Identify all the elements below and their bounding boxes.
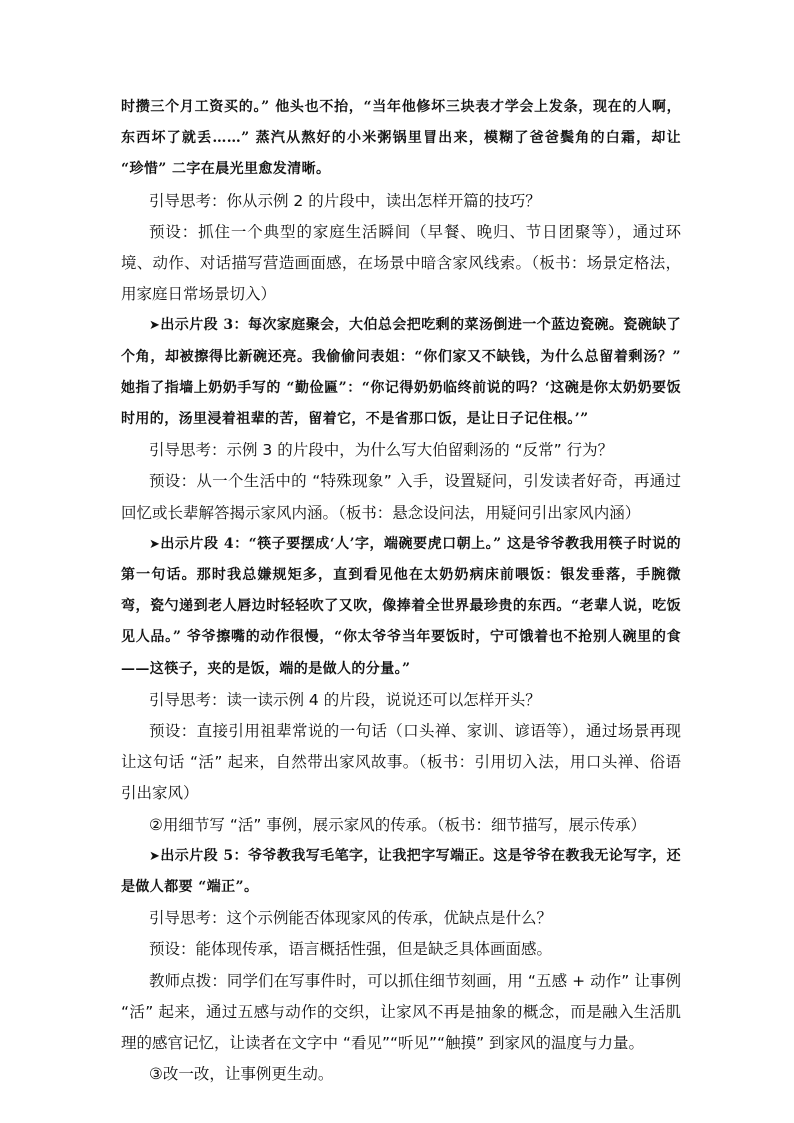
excerpt-2-continuation: 时攒三个月工资买的。” 他头也不抬，“当年他修坏三块表才学会上发条，现在的人啊，东西坏了就丢……” 蒸汽从熬好的小米粥锅里冒出来，模糊了爸爸鬓角的白霜，却让 “珍惜” 二字在晨光里愈发清晰。 — [121, 99, 681, 178]
section-point-3: ③改一改，让事例更生动。 — [149, 1065, 334, 1084]
excerpt-3-text: 出示片段 3：每次家庭聚会，大伯总会把吃剩的菜汤倒进一个蓝边瓷碗。瓷碗缺了个角，却被擦得比新碗还亮。我偷偷问表姐：“你们家又不缺钱，为什么总留着剩汤？” 她指了指墙上奶奶手写的 “勤俭匾”：“你记得奶奶临终前说的吗？‘这碗是你太奶奶要饭时用的，汤里浸着祖辈的苦，留着它，不是省那口饭，是让日子记住根。’” — [121, 317, 681, 428]
guiding-question: 引导思考：读一读示例 4 的片段，说说还可以怎样开头？ — [149, 690, 541, 709]
excerpt-3 — [121, 310, 681, 435]
arrow-bullet-icon: ➤ — [149, 318, 161, 334]
arrow-bullet-icon: ➤ — [149, 536, 161, 552]
section-point-2: ②用细节写 “活” 事例，展示家风的传承。（板书：细节描写，展示传承） — [149, 815, 647, 834]
guiding-question: 引导思考：示例 3 的片段中，为什么写大伯留剩汤的 “反常” 行为？ — [149, 441, 614, 460]
guiding-question: 引导思考：你从示例 2 的片段中，读出怎样开篇的技巧？ — [149, 191, 541, 210]
excerpt-5-text: 出示片段 5：爷爷教我写毛笔字，让我把字写端正。这是爷爷在教我无论写字，还是做人都要 “端正”。 — [121, 847, 681, 896]
preset-answer: 预设：直接引用祖辈常说的一句话（口头禅、家训、谚语等），通过场景再现让这句话 “活” 起来，自然带出家风故事。（板书：引用切入法，用口头禅、俗语引出家风） — [121, 722, 681, 803]
excerpt-4-text: 出示片段 4：“筷子要摆成‘人’字，端碗要虎口朝上。” 这是爷爷教我用筷子时说的第一句话。那时我总嫌规矩多，直到看见他在太奶奶病床前喂饭：银发垂落，手腕微弯，瓷勺递到老人唇边时轻轻吹了又吹，像捧着全世界最珍贵的东西。“老辈人说，吃饭见人品。” 爷爷擦嘴的动作很慢，“你太爷爷当年要饭时，宁可饿着也不抢别人碗里的食——这筷子，夹的是饭，端的是做人的分量。” — [121, 535, 681, 677]
arrow-bullet-icon: ➤ — [149, 848, 161, 864]
preset-answer: 预设：从一个生活中的 “特殊现象” 入手，设置疑问，引发读者好奇，再通过回忆或长辈解答揭示家风内涵。（板书：悬念设问法，用疑问引出家风内涵） — [121, 472, 681, 522]
preset-answer: 预设：能体现传承，语言概括性强，但是缺乏具体画面感。 — [149, 940, 553, 959]
preset-answer: 预设：抓住一个典型的家庭生活瞬间（早餐、晚归、节日团聚等），通过环境、动作、对话描写营造画面感，在场景中暗含家风线索。（板书：场景定格法，用家庭日常场景切入） — [121, 222, 681, 304]
excerpt-5 — [121, 841, 681, 903]
teacher-guidance: 教师点拨：同学们在写事件时，可以抓住细节刻画，用 “五感 + 动作” 让事例 “活” 起来，通过五感与动作的交织，让家风不再是抽象的概念，而是融入生活肌理的感官记忆，让读者在文字中 “看见”“听见”“触摸” 到家风的温度与力量。 — [121, 971, 681, 1053]
guiding-question: 引导思考：这个示例能否体现家风的传承，优缺点是什么？ — [149, 909, 553, 928]
excerpt-4 — [121, 529, 681, 685]
document-body — [121, 92, 681, 1091]
